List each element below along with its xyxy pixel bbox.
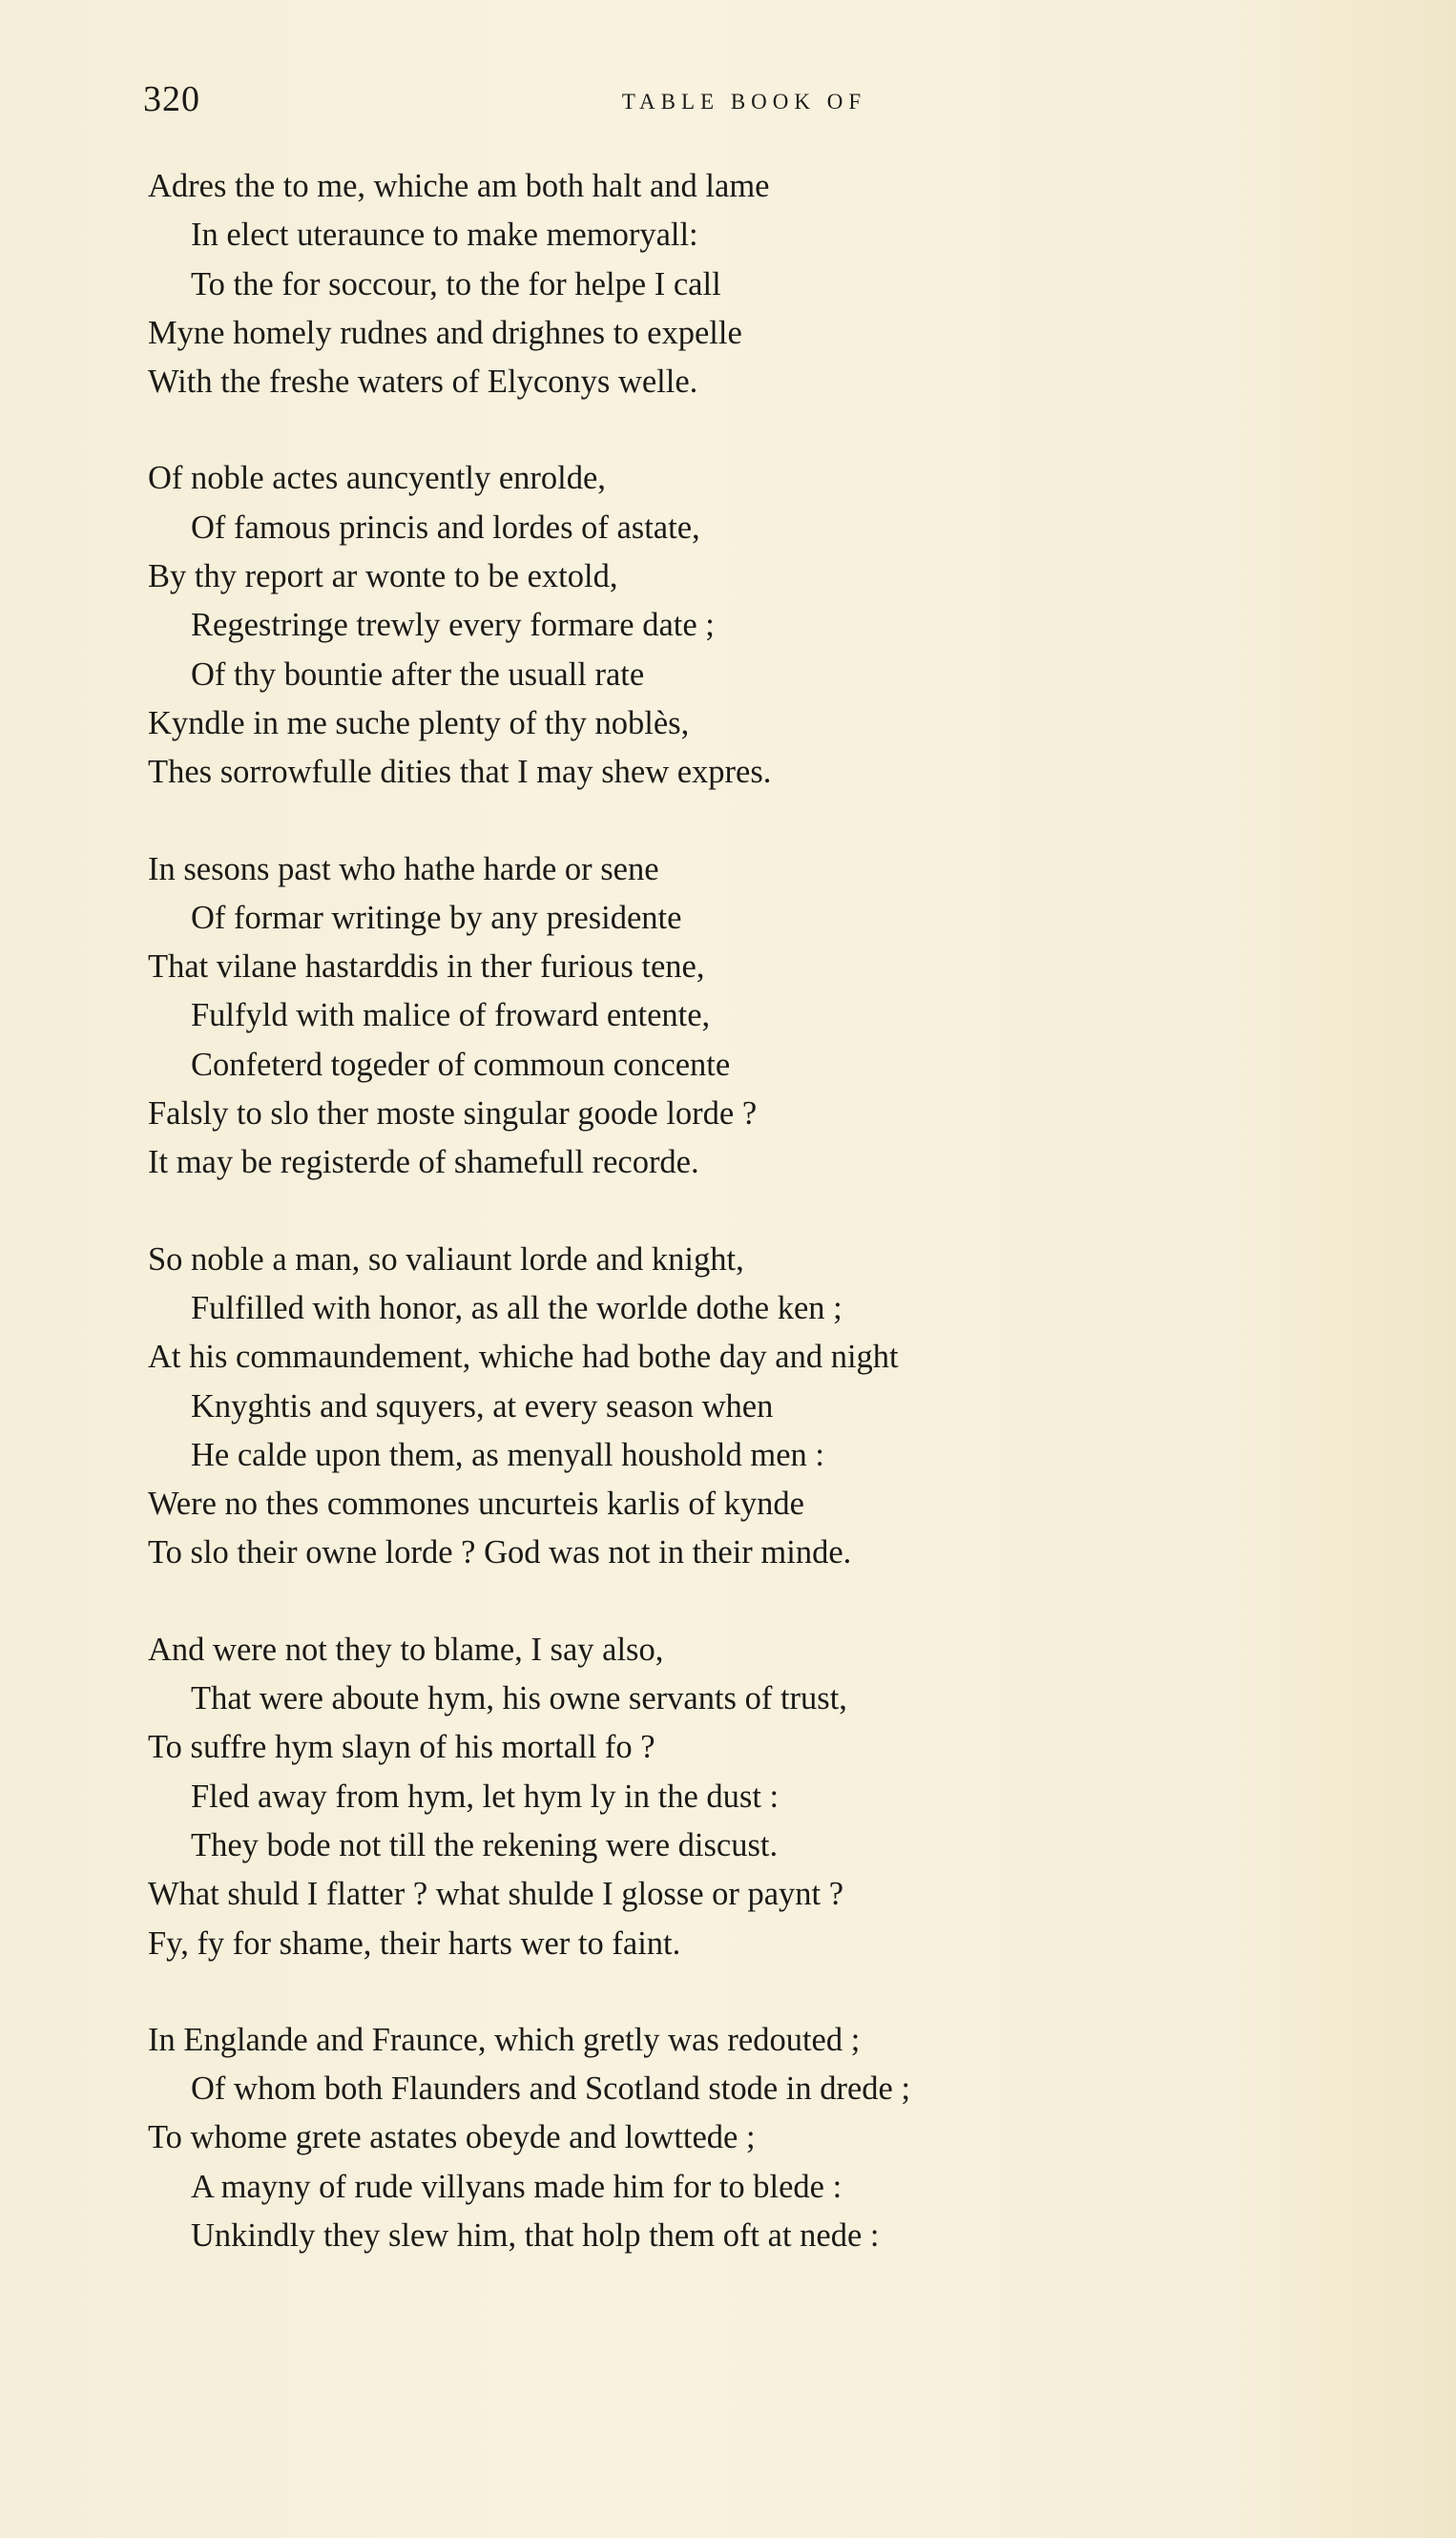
stanza-6 [148,2016,1293,2260]
poem-line: In Englande and Fraunce, which gretly was redouted ; [148,2021,861,2058]
poem-line: A mayny of rude villyans made him for to blede : [191,2168,842,2205]
poem-line: He calde upon them, as menyall houshold men : [191,1436,824,1473]
stanza-5 [148,1626,1293,1968]
poem-line: To suffre hym slayn of his mortall fo ? [148,1729,655,1766]
poem-line: Confeterd togeder of commoun concente [191,1046,731,1083]
page-number: 320 [143,79,200,119]
poem-line: They bode not till the rekening were discust. [191,1826,779,1863]
poem-line: Were no thes commones uncurteis karlis of kynde [148,1486,804,1523]
poem-line: Thes sorrowfulle dities that I may shew expres. [148,754,772,791]
poem-line: To the for soccour, to the for helpe I call [191,265,721,302]
running-title: TABLE BOOK OF [621,90,867,114]
poem-line: Regestringe trewly every formare date ; [191,607,715,644]
poem-line: Falsly to slo ther moste singular goode lorde ? [148,1095,758,1133]
poem-line: In sesons past who hathe harde or sene [148,850,659,887]
poem-line: Fulfyld with malice of froward entente, [191,997,711,1034]
poem-line: Of thy bountie after the usuall rate [191,655,645,693]
poem-line: Fulfilled with honor, as all the worlde dothe ken ; [191,1289,842,1326]
poem-line: Myne homely rudnes and drighnes to expelle [148,314,742,351]
poem-line: Knyghtis and squyers, at every season when [191,1387,774,1425]
stanza-4 [148,1236,1293,1578]
poem-line: What shuld I flatter ? what shulde I glosse or paynt ? [148,1876,844,1913]
poem-line: To slo their owne lorde ? God was not in their minde. [148,1534,852,1571]
poem-line: With the freshe waters of Elyconys welle. [148,364,698,401]
poem-line: And were not they to blame, I say also, [148,1631,664,1668]
poem-line: To whome grete astates obeyde and lowttede ; [148,2119,756,2156]
poem-line: That were aboute hym, his owne servants of trust, [191,1680,847,1717]
poem-line: Fled away from hym, let hym ly in the dust : [191,1778,780,1815]
poem-line: So noble a man, so valiaunt lorde and knight, [148,1240,744,1278]
poem-line: Kyndle in me suche plenty of thy noblès, [148,704,690,741]
poem-line: In elect uteraunce to make memoryall: [191,217,698,254]
stanza-1 [148,162,1293,406]
poem-line: Of formar writinge by any presidente [191,899,682,936]
poem-line: That vilane hastarddis in ther furious tene, [148,948,705,986]
poem [148,162,1293,2308]
poem-line: By thy report ar wonte to be extold, [148,558,618,595]
running-head [143,78,1317,126]
stanza-3 [148,845,1293,1188]
poem-line: Adres the to me, whiche am both halt and lame [148,168,770,204]
poem-line: Of noble actes auncyently enrolde, [148,460,606,497]
poem-line: Of famous princis and lordes of astate, [191,509,700,546]
poem-line: Of whom both Flaunders and Scotland stode in drede ; [191,2070,911,2108]
poem-line: It may be registerde of shamefull recorde. [148,1144,699,1181]
poem-line: Unkindly they slew him, that holp them oft at nede : [191,2216,880,2254]
poem-line: At his commaundement, whiche had bothe day and night [148,1339,899,1376]
poem-line: Fy, fy for shame, their harts wer to faint. [148,1924,681,1962]
stanza-2 [148,454,1293,797]
